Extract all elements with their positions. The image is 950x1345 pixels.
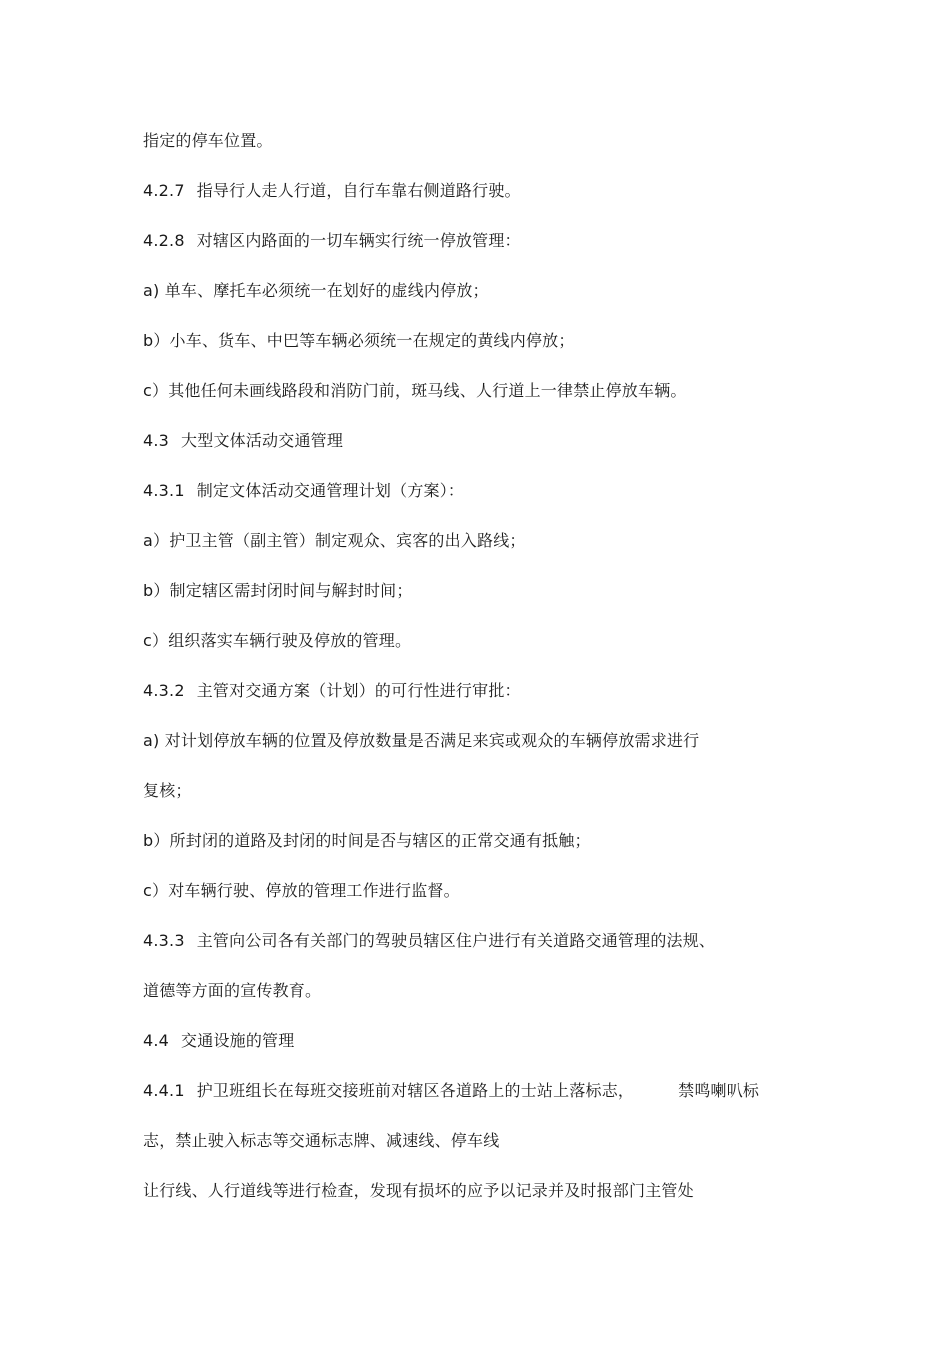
text-line [143,831,591,851]
line-text: 对辖区内路面的一切车辆实行统一停放管理： [196,231,521,250]
text-line [143,581,413,601]
text-line [143,381,687,401]
text-line [143,731,699,751]
line-text: 指定的停车位置。 [143,131,273,150]
text-line [143,631,411,651]
line-text: 护卫班组长在每班交接班前对辖区各道路上的士站上落标志， [196,1081,635,1100]
section-number: 4.2.8 [143,231,185,250]
text-line [143,331,575,351]
text-line [143,981,321,1001]
line-text: a) 单车、摩托车必须统一在划好的虚线内停放； [143,281,489,300]
line-text: a) 对计划停放车辆的位置及停放数量是否满足来宾或观众的车辆停放需求进行 [143,731,700,750]
line-text: c）组织落实车辆行驶及停放的管理。 [143,631,412,650]
text-line [143,481,464,501]
line-text: 大型文体活动交通管理 [181,431,344,450]
line-text: 复核； [143,781,192,800]
line-text-tail: 禁鸣喇叭标 [678,1081,760,1100]
section-number: 4.3.3 [143,931,185,950]
text-line [143,1081,759,1101]
text-line [143,681,521,701]
text-line [143,1181,694,1201]
text-line [143,131,273,151]
line-text: 让行线、人行道线等进行检查，发现有损坏的应予以记录并及时报部门主管处 [143,1181,694,1200]
line-text: 志，禁止驶入标志等交通标志牌、减速线、停车线 [143,1131,500,1150]
line-text: c）对车辆行驶、停放的管理工作进行监督。 [143,881,460,900]
line-text: 主管向公司各有关部门的驾驶员辖区住户进行有关道路交通管理的法规、 [196,931,716,950]
section-number: 4.3.2 [143,681,185,700]
line-text: b）所封闭的道路及封闭的时间是否与辖区的正常交通有抵触； [143,831,591,850]
text-line [143,231,521,251]
line-text: 道德等方面的宣传教育。 [143,981,322,1000]
text-line [143,431,343,451]
section-number: 4.4 [143,1031,170,1050]
line-text: a）护卫主管（副主管）制定观众、宾客的出入路线； [143,531,526,550]
text-line [143,531,526,551]
text-line [143,931,715,951]
text-line [143,1131,499,1151]
line-text: 主管对交通方案（计划）的可行性进行审批： [196,681,521,700]
section-number: 4.3.1 [143,481,185,500]
line-text: 指导行人走人行道，自行车靠右侧道路行驶。 [196,181,521,200]
section-number: 4.3 [143,431,170,450]
text-line [143,781,192,801]
section-number: 4.4.1 [143,1081,185,1100]
section-number: 4.2.7 [143,181,185,200]
line-text: 制定文体活动交通管理计划（方案）： [196,481,465,500]
text-line [143,881,460,901]
line-text: b）小车、货车、中巴等车辆必须统一在规定的黄线内停放； [143,331,575,350]
line-text: 交通设施的管理 [181,1031,295,1050]
text-line [143,1031,294,1051]
text-line [143,181,521,201]
line-text: c）其他任何未画线路段和消防门前，斑马线、人行道上一律禁止停放车辆。 [143,381,687,400]
text-line [143,281,489,301]
line-text: b）制定辖区需封闭时间与解封时间； [143,581,413,600]
